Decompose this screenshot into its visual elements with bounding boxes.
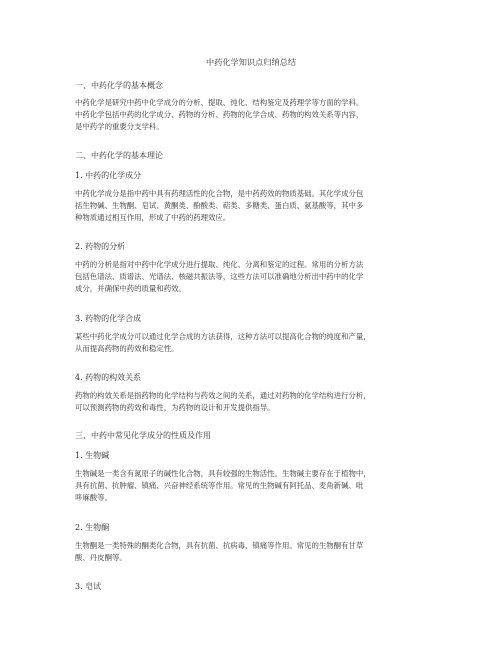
paragraph-line: 从而提高药物的药效和稳定性。	[75, 344, 179, 354]
paragraph-basic-concepts	[75, 97, 430, 134]
paragraph-line: 中药化学成分是指中药中具有药理活性的化合物，是中药药效的物质基础。其化学成分包	[75, 189, 364, 198]
paragraph-line: 中药化学是研究中药中化学成分的分析、提取、纯化、结构鉴定及药理学等方面的学科。	[75, 98, 364, 107]
paragraph-line: 可以预测药物的药效和毒性，为药物的设计和开发提供指导。	[75, 403, 275, 413]
subsection-heading-alkaloids: 1. 生物碱	[75, 451, 110, 460]
paragraph-bioketones	[75, 540, 430, 564]
section-heading-basic-concepts: 一、中药化学的基本概念	[75, 81, 163, 90]
paragraph-structure-activity	[75, 390, 430, 414]
paragraph-drug-analysis	[75, 259, 430, 296]
paragraph-alkaloids	[75, 468, 430, 505]
paragraph-line: 生物碱是一类含有氮原子的碱性化合物，具有较强的生物活性。生物碱主要存在于植物中，	[75, 469, 371, 478]
paragraph-line: 是中药学的重要分支学科。	[75, 122, 164, 132]
subsection-heading-drug-analysis: 2. 药物的分析	[75, 242, 126, 251]
paragraph-line: 酸、丹皮酮等。	[75, 553, 127, 563]
paragraph-line: 哆麻酸等。	[75, 493, 112, 503]
paragraph-line: 中药的分析是指对中药中化学成分进行提取、纯化、分离和鉴定的过程。常用的分析方法	[75, 260, 364, 269]
subsection-heading-chemical-components: 1. 中药的化学成分	[75, 171, 142, 180]
subsection-heading-chemical-synthesis: 3. 药物的化学合成	[75, 314, 142, 323]
subsection-heading-bioketones: 2. 生物酮	[75, 523, 110, 532]
section-heading-common-components: 三、中药中常见化学成分的性质及作用	[75, 431, 211, 440]
paragraph-line: 生物酮是一类特殊的酮类化合物，具有抗菌、抗病毒、镇痛等作用。常见的生物酮有甘草	[75, 541, 364, 550]
paragraph-chemical-synthesis	[75, 331, 430, 355]
paragraph-line: 括生物碱、生物酮、皂试、黄酮类、酚酸类、萜类、多糖类、蛋白质、氨基酸等，其中多	[75, 201, 364, 211]
paragraph-line: 成分，并确保中药的质量和药效。	[75, 284, 186, 294]
subsection-heading-structure-activity: 4. 药物的构效关系	[75, 373, 142, 382]
paragraph-line: 包括色谱法、质谱法、光谱法、核磁共振法等，这些方法可以准确地分析出中药中的化学	[75, 272, 364, 282]
document-title: 中药化学知识点归纳总结	[205, 57, 297, 67]
paragraph-line: 中药化学包括中药的化学成分、药物的分析、药物的化学合成、药物的构效关系等内容，	[75, 110, 364, 120]
paragraph-line: 某些中药化学成分可以通过化学合成的方法获得，这种方法可以提高化合物的纯度和产量，	[75, 332, 371, 341]
paragraph-chemical-components	[75, 188, 430, 225]
section-heading-basic-theory: 二、中药化学的基本理论	[75, 151, 163, 160]
subsection-heading-saponins: 3. 皂试	[75, 582, 102, 591]
paragraph-line: 具有抗菌、抗肿瘤、镇痛、兴奋神经系统等作用。常见的生物碱有阿托品、麦角新碱、吡	[75, 481, 364, 491]
paragraph-line: 种物质通过相互作用，形成了中药的药理效应。	[75, 213, 231, 223]
paragraph-line: 药物的构效关系是指药物的化学结构与药效之间的关系，通过对药物的化学结构进行分析，	[75, 391, 371, 400]
